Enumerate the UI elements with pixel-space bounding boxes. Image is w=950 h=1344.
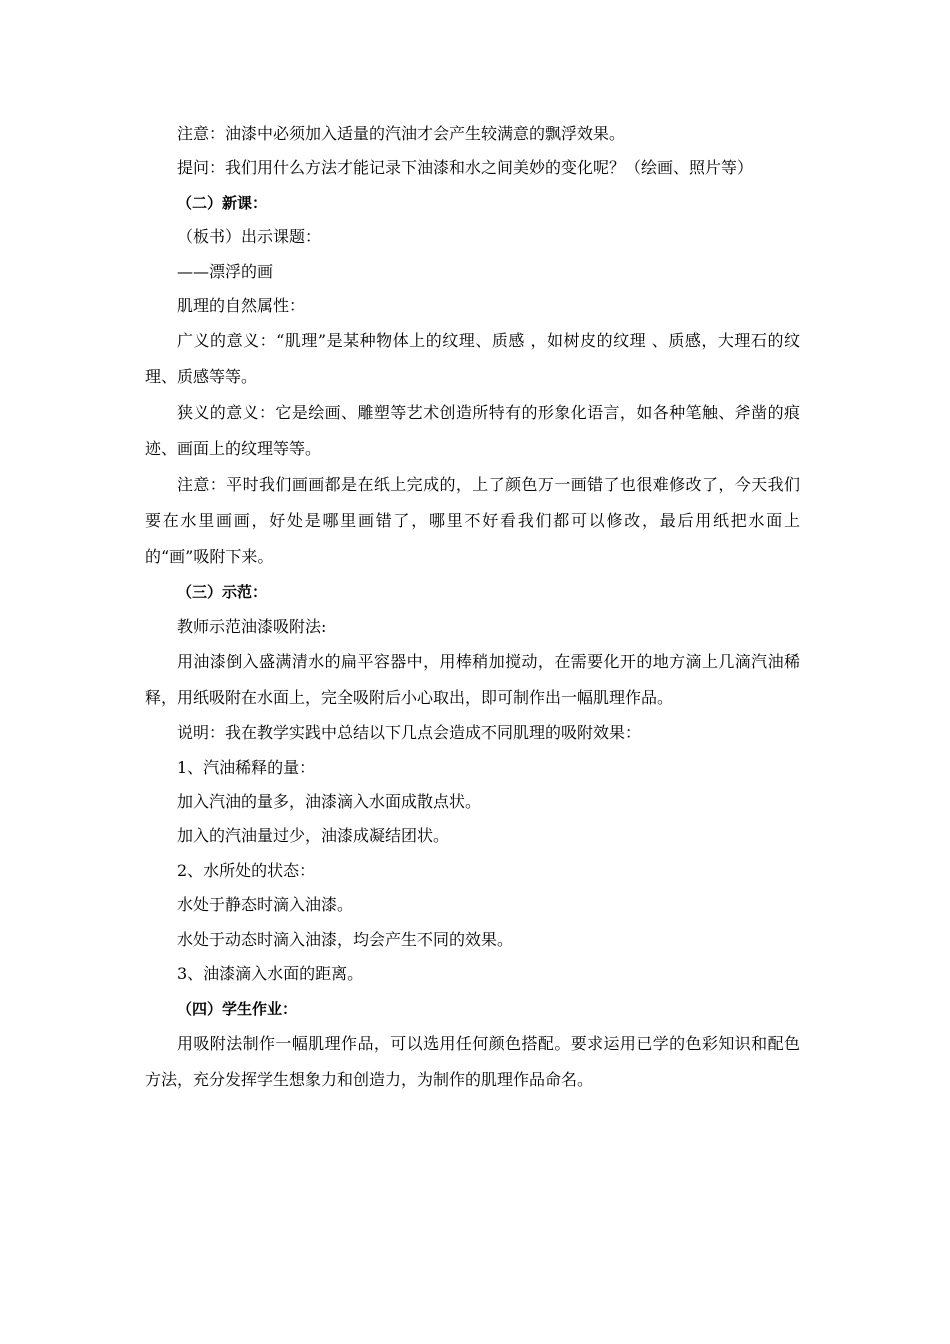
paragraph-texture-attributes: 肌理的自然属性： (177, 296, 306, 316)
list-item-water-state: 2、水所处的状态： (177, 860, 316, 880)
paragraph-less-gasoline: 加入的汽油量过少，油漆成凝结团状。 (177, 826, 450, 846)
section-heading-new-lesson: （二）新课： (177, 193, 268, 212)
paragraph-note-water-painting: 注意：平时我们画画都是在纸上完成的，上了颜色万一画错了也很难修改了，今天我们要在水里画画，好处是哪里画错了，哪里不好看我们都可以修改，最后用纸把水面上的“画”吸附下来。 (145, 475, 800, 567)
paragraph-dynamic-water: 水处于动态时滴入油漆，均会产生不同的效果。 (177, 929, 514, 949)
paragraph-teacher-demo: 教师示范油漆吸附法: (177, 616, 327, 636)
list-item-gasoline-amount: 1、汽油稀释的量： (177, 757, 316, 777)
paragraph-broad-meaning: 广义的意义：“肌理”是某种物体上的纹理、质感 ，如树皮的纹理 、质感，大理石的纹理、质感等等。 (145, 331, 800, 387)
paragraph-note-gasoline: 注意：油漆中必须加入适量的汽油才会产生较满意的飘浮效果。 (177, 124, 626, 143)
paragraph-explanation: 说明：我在教学实践中总结以下几点会造成不同肌理的吸附效果： (177, 723, 642, 743)
paragraph-demo-method: 用油漆倒入盛满清水的扁平容器中，用棒稍加搅动，在需要化开的地方滴上几滴汽油稀释，用纸吸附在水面上，完全吸附后小心取出，即可制作出一幅肌理作品。 (145, 652, 800, 708)
document-body (145, 117, 800, 1098)
list-item-drop-distance: 3、油漆滴入水面的距离。 (177, 964, 364, 984)
paragraph-static-water: 水处于静态时滴入油漆。 (177, 895, 354, 915)
paragraph-homework-task: 用吸附法制作一幅肌理作品，可以选用任何颜色搭配。要求运用已学的色彩知识和配色方法，充分发挥学生想象力和创造力，为制作的肌理作品命名。 (145, 1033, 800, 1089)
paragraph-more-gasoline: 加入汽油的量多，油漆滴入水面成散点状。 (177, 792, 482, 812)
paragraph-lesson-title: ——漂浮的画 (177, 261, 274, 281)
paragraph-question-record: 提问：我们用什么方法才能记录下油漆和水之间美妙的变化呢？（绘画、照片等） (177, 158, 754, 178)
section-heading-demonstration: （三）示范： (177, 583, 268, 602)
paragraph-narrow-meaning: 狭义的意义：它是绘画、雕塑等艺术创造所特有的形象化语言，如各种笔触、斧凿的痕迹、画面上的纹理等等。 (145, 403, 800, 459)
paragraph-board-title: （板书）出示课题： (177, 227, 322, 247)
section-heading-homework: （四）学生作业： (177, 999, 298, 1018)
